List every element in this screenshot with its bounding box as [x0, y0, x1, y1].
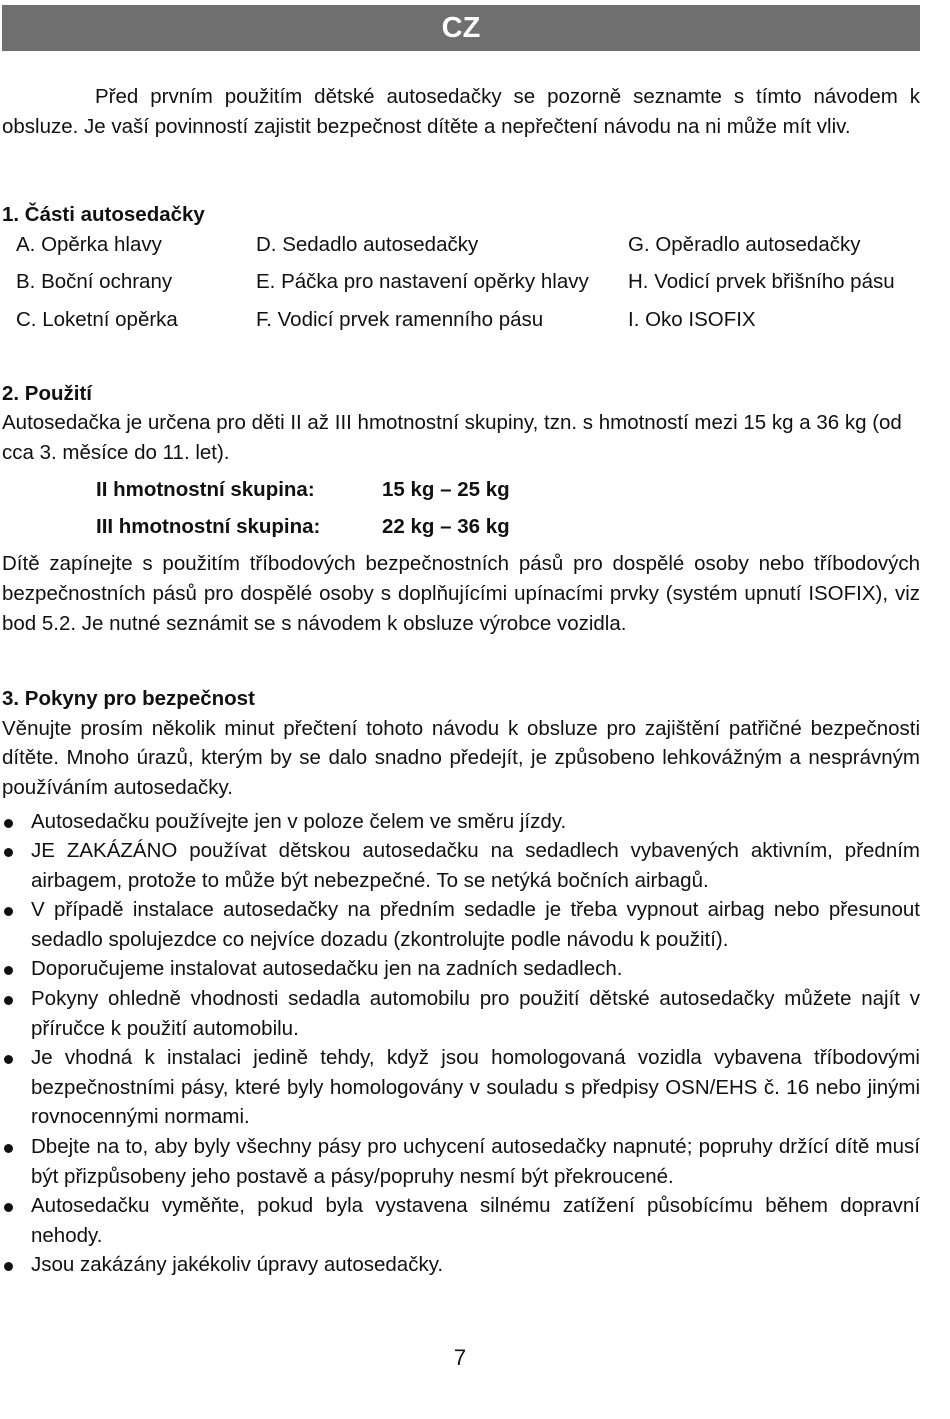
belt-paragraph: Dítě zapínejte s použitím tříbodových bezpečnostních pásů pro dospělé osoby nebo tříbodových bezpečnostních pásů pro dospělé osoby s doplňujícími upínacími prvky (systém upnutí ISOFIX), viz bod 5.2. Je nutné seznámit se s návodem k obsluze výrobce vozidla. [2, 552, 920, 635]
bullet-icon [4, 966, 13, 975]
bullet-icon [4, 819, 13, 828]
bullet-icon [4, 1262, 13, 1271]
part-item: H. Vodicí prvek břišního pásu [628, 270, 895, 294]
parts-column-2 [256, 230, 628, 343]
part-item: C. Loketní opěrka [16, 307, 178, 331]
weight-group-row [96, 508, 920, 545]
weight-group-label: II hmotnostní skupina: [96, 478, 315, 502]
weight-group-label: III hmotnostní skupina: [96, 515, 321, 539]
list-item: Pokyny ohledně vhodnosti sedadla automobilu pro použití dětské autosedačky můžete najít v příručce k použití automobilu. [2, 984, 920, 1043]
weight-groups [96, 471, 920, 545]
page-number: 7 [453, 1345, 467, 1370]
language-header [2, 5, 920, 51]
bullet-icon [4, 1055, 13, 1064]
list-item: Dbejte na to, aby byly všechny pásy pro uchycení autosedačky napnuté; popruhy držící dítě musí být přizpůsobeny jeho postavě a pásy/popruhy nesmí být překroucené. [2, 1132, 920, 1191]
bullet-icon [4, 1203, 13, 1212]
intro-paragraph: Před prvním použitím dětské autosedačky se pozorně seznamte s tímto návodem k obsluze. Je vaší povinností zajistit bezpečnost dítěte a nepřečtení návodu na ni může mít vliv. [2, 85, 920, 138]
list-item: Jsou zakázány jakékoliv úpravy autosedačky. [2, 1250, 920, 1280]
usage-paragraph: Autosedačka je určena pro děti II až III hmotnostní skupiny, tzn. s hmotností mezi 15 kg a 36 kg (od cca 3. měsíce do 11. let). [2, 411, 902, 464]
parts-column-1 [16, 230, 256, 343]
part-item: F. Vodicí prvek ramenního pásu [256, 307, 544, 331]
weight-group-value: 15 kg – 25 kg [382, 478, 510, 502]
list-item: V případě instalace autosedačky na předním sedadle je třeba vypnout airbag nebo přesunout sedadlo spolujezdce co nejvíce dozadu (zkontrolujte podle návodu k použití). [2, 895, 920, 954]
section-title-usage: 2. Použití [2, 381, 92, 405]
language-label: CZ [441, 11, 481, 44]
bullet-icon [4, 996, 13, 1005]
list-item: Doporučujeme instalovat autosedačku jen na zadních sedadlech. [2, 954, 920, 984]
bullet-icon [4, 848, 13, 857]
list-item: JE ZAKÁZÁNO používat dětskou autosedačku na sedadlech vybavených aktivním, předním airbagem, protože to může být nebezpečné. To se netýká bočních airbagů. [2, 836, 920, 895]
part-item: D. Sedadlo autosedačky [256, 232, 479, 256]
section-title-safety: 3. Pokyny pro bezpečnost [2, 687, 255, 711]
safety-rules-list [2, 807, 920, 1281]
list-item: Autosedačku vyměňte, pokud byla vystavena silnému zatížení působícímu během dopravní nehody. [2, 1191, 920, 1250]
weight-group-row [96, 471, 920, 508]
part-item: G. Opěradlo autosedačky [628, 232, 861, 256]
part-item: E. Páčka pro nastavení opěrky hlavy [256, 270, 589, 294]
part-item: A. Opěrka hlavy [16, 232, 162, 256]
bullet-icon [4, 907, 13, 916]
page-content [2, 82, 920, 1280]
parts-column-3 [628, 230, 918, 343]
list-item: Je vhodná k instalaci jedině tehdy, když jsou homologovaná vozidla vybavena tříbodovými bezpečnostními pásy, které byly homologovány v souladu s předpisy OSN/EHS č. 16 nebo jinými rovnocennými normami. [2, 1043, 920, 1132]
section-title-parts: 1. Části autosedačky [2, 203, 205, 227]
safety-paragraph: Věnujte prosím několik minut přečtení tohoto návodu k obsluze pro zajištění patřičné bezpečnosti dítěte. Mnoho úrazů, kterým by se dalo snadno předejít, je způsobeno lehkovážným a nesprávným používáním autosedačky. [2, 716, 920, 799]
part-item: B. Boční ochrany [16, 270, 173, 294]
weight-group-value: 22 kg – 36 kg [382, 515, 510, 539]
parts-list [16, 230, 920, 343]
part-item: I. Oko ISOFIX [628, 307, 756, 331]
list-item: Autosedačku používejte jen v poloze čelem ve směru jízdy. [2, 807, 920, 837]
bullet-icon [4, 1144, 13, 1153]
